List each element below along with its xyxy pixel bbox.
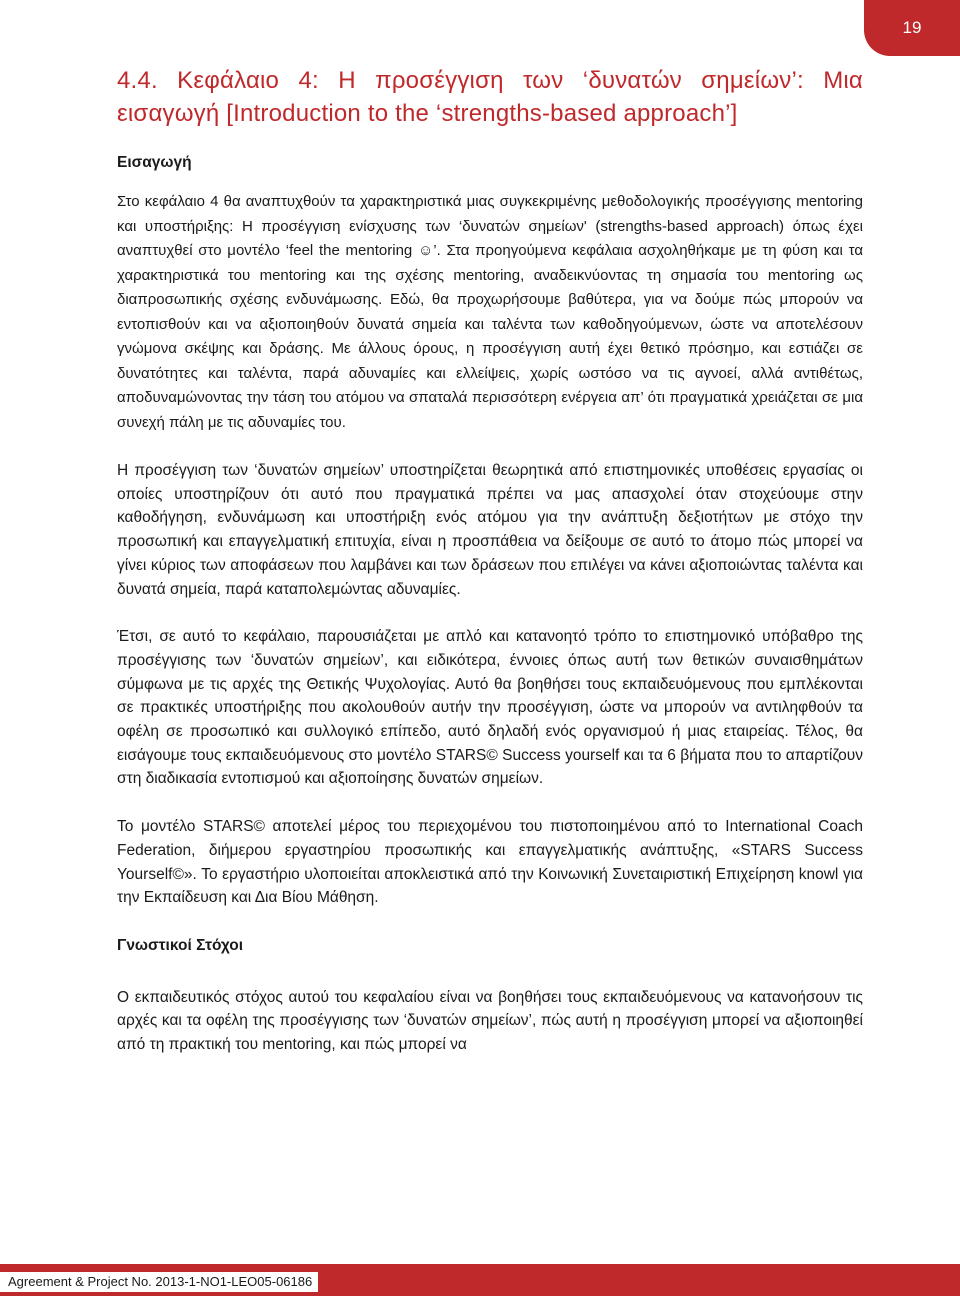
chapter-heading: 4.4. Κεφάλαιο 4: Η προσέγγιση των ‘δυνατών σημείων’: Μια εισαγωγή [Introduction to the ‘strengths-based approach’] — [117, 67, 863, 127]
paragraph-stars-model: Το μοντέλο STARS© αποτελεί μέρος του περιεχομένου του πιστοποιημένου από το International Coach Federation, διήμερου εργαστηρίου προσωπικής και επαγγελματικής ανάπτυξης, «STARS Success Yourself©». Το εργαστήριο υλοποιείται αποκλειστικά από την Κοινωνική Συνεταιριστική Επιχείρηση knowl για την Εκπαίδευση και Δια Βίου Μάθηση. — [117, 818, 863, 907]
intro-label: Εισαγωγή — [117, 154, 192, 171]
paragraph-objectives: Ο εκπαιδευτικός στόχος αυτού του κεφαλαίου είναι να βοηθήσει τους εκπαιδευόμενους να κατανοήσουν τις αρχές και τα οφέλη της προσέγγισης των ‘δυνατών σημείων’, πώς αυτή η προσέγγιση μπορεί να αξιοποιηθεί από τη πρακτική του mentoring, και πώς μπορεί να — [117, 988, 863, 1054]
objectives-label: Γνωστικοί Στόχοι — [117, 936, 244, 954]
page-number: 19 — [902, 18, 922, 37]
document-body — [117, 64, 863, 1081]
footer-agreement-text: Agreement & Project No. 2013-1-NO1-LEO05-06186 — [0, 1272, 318, 1292]
page-number-badge — [864, 0, 960, 56]
paragraph-intro: Στο κεφάλαιο 4 θα αναπτυχθούν τα χαρακτηριστικά μιας συγκεκριμένης μεθοδολογικής προσέγγισης mentoring και υποστήριξης: Η προσέγγιση ενίσχυσης των ‘δυνατών σημείων' (strengths-based approach) όπως έχει αναπτυχθεί στο μοντέλο ‘feel the mentoring ☺’. Στα προηγούμενα κεφάλαια ασχοληθήκαμε με τη φύση και τα χαρακτηριστικά του mentoring και της σχέσης mentoring, αναδεικνύοντας τη σημασία του mentoring ως διαπροσωπικής σχέσης ενδυνάμωσης. Εδώ, θα προχωρήσουμε βαθύτερα, για να δούμε πώς μπορούν να εντοπισθούν και να αξιοποιηθούν δυνατά σημεία και ταλέντα των καθοδηγούμενων, ώστε να αποτελέσουν γνώμονα σκέψης και δράσης. Με άλλους όρους, η προσέγγιση αυτή έχει θετικό πρόσημο, και εστιάζει σε δυνατότητες και ταλέντα, παρά αδυναμίες και ελλείψεις, χωρίς ωστόσο να τις αγνοεί, αλλά αντιθέτως, αποδυναμώνοντας την τάση του ατόμου να σπαταλά περισσότερη ενέργεια απ’ ότι πραγματικά χρειάζεται σε μια συνεχή πάλη με τις αδυναμίες του. — [117, 193, 863, 431]
paragraph-theory: Η προσέγγιση των ‘δυνατών σημείων’ υποστηρίζεται θεωρητικά από επιστημονικές υποθέσεις εργασίας οι οποίες υποστηρίζουν ότι αυτό που πραγματικά πρέπει να μας απασχολεί όταν στοχεύουμε στην καθοδήγηση, ενδυνάμωση και υποστήριξη ενός ατόμου για την ανάπτυξη δεξιοτήτων με στόχο την προσωπική και επαγγελματική επιτυχία, είναι η προσπάθεια να δείξουμε σε αυτό το άτομο πώς μπορεί να γίνει κύριος των αποφάσεων που λαμβάνει και των δράσεων που επιλέγει να κάνει αξιοποιώντας ταλέντα και δυνατά σημεία, παρά καταπολεμώντας αδυναμίες. — [117, 462, 863, 598]
paragraph-chapter-overview: Έτσι, σε αυτό το κεφάλαιο, παρουσιάζεται με απλό και κατανοητό τρόπο το επιστημονικό υπόβαθρο της προσέγγισης των ‘δυνατών σημείων’, και ειδικότερα, έννοιες όπως αυτή των θετικών συναισθημάτων σύμφωνα με τις αρχές της Θετικής Ψυχολογίας. Αυτό θα βοηθήσει τους εκπαιδευόμενους που εμπλέκονται σε πρακτικές υποστήριξης που ακολουθούν αυτήν την προσέγγιση, ώστε να μπορούν να αντιληφθούν τα οφέλη σε προσωπικό και συλλογικό επίπεδο, αυτό δηλαδή ενός οργανισμού ή μιας εταιρείας. Τέλος, θα εισάγουμε τους εκπαιδευόμενους στο μοντέλο STARS© Success yourself και τα 6 βήματα που το απαρτίζουν στη διαδικασία εντοπισμού και αξιοποίησης δυνατών σημείων. — [117, 628, 863, 788]
